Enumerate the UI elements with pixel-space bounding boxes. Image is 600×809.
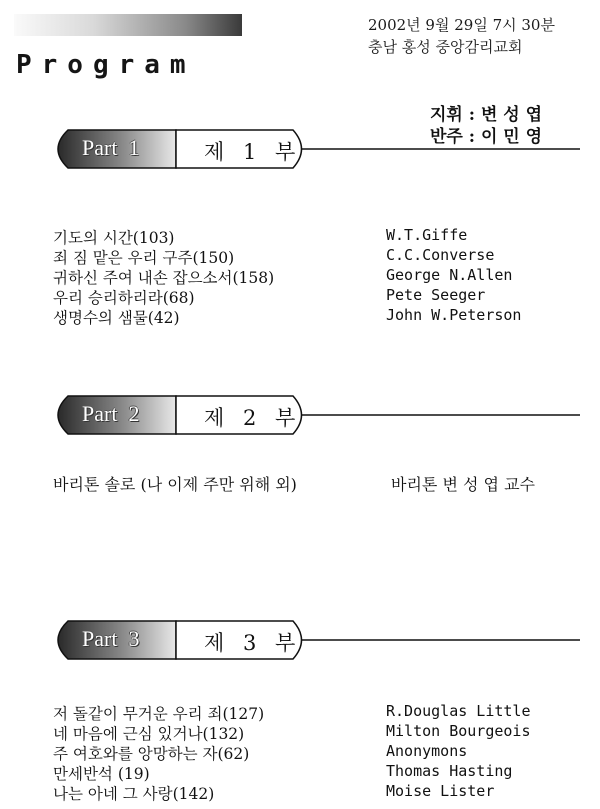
song-title: 저 돌같이 무거운 우리 죄(127) bbox=[53, 705, 265, 723]
header-gradient-bar bbox=[14, 14, 242, 36]
conductor-credit: 지휘 : 변 성 엽 bbox=[430, 105, 543, 125]
song-title: 죄 짐 맡은 우리 구주(150) bbox=[53, 249, 235, 267]
part-3-list bbox=[53, 702, 590, 802]
song-title: 우리 승리하리라(68) bbox=[53, 289, 195, 307]
part-1-label: Part 1 bbox=[82, 135, 140, 160]
song-title: 만세반석 (19) bbox=[53, 765, 150, 783]
list-item bbox=[53, 306, 590, 326]
part-3-header bbox=[48, 619, 580, 661]
song-title: 생명수의 샘물(42) bbox=[53, 309, 180, 327]
part-2-header bbox=[48, 394, 580, 436]
part-1-header bbox=[48, 128, 580, 170]
song-title: 나는 아네 그 사랑(142) bbox=[53, 785, 215, 803]
list-item bbox=[53, 246, 590, 266]
part-3-title: 제 3 부 bbox=[204, 631, 302, 655]
song-composer: Moise Lister bbox=[386, 782, 495, 800]
part-3-label: Part 3 bbox=[82, 626, 140, 651]
song-composer: W.T.Giffe bbox=[386, 226, 468, 244]
list-item bbox=[53, 722, 590, 742]
song-composer: R.Douglas Little bbox=[386, 702, 531, 720]
song-title: 귀하신 주여 내손 잡으소서(158) bbox=[53, 269, 275, 287]
event-info bbox=[368, 14, 555, 58]
song-composer: George N.Allen bbox=[386, 266, 513, 284]
song-composer: John W.Peterson bbox=[386, 306, 522, 324]
song-title: 주 여호와를 앙망하는 자(62) bbox=[53, 745, 250, 763]
accompanist-credit: 반주 : 이 민 영 bbox=[430, 127, 543, 147]
program-title: Program bbox=[16, 50, 196, 80]
list-item bbox=[53, 226, 590, 246]
song-title: 네 마음에 근심 있거나(132) bbox=[53, 725, 245, 743]
song-composer: Milton Bourgeois bbox=[386, 722, 531, 740]
list-item bbox=[53, 742, 590, 762]
solo-title: 바리톤 솔로 (나 이제 주만 위해 외) bbox=[53, 475, 297, 494]
solo-performer: 바리톤 변 성 엽 교수 bbox=[391, 475, 535, 494]
list-item bbox=[53, 762, 590, 782]
part-2-label: Part 2 bbox=[82, 401, 140, 426]
list-item bbox=[53, 702, 590, 722]
event-datetime: 2002년 9월 29일 7시 30분 bbox=[368, 16, 555, 34]
part-1-list bbox=[53, 226, 590, 326]
song-composer: Pete Seeger bbox=[386, 286, 486, 304]
list-item bbox=[53, 266, 590, 286]
part-1-title: 제 1 부 bbox=[204, 140, 302, 164]
song-title: 기도의 시간(103) bbox=[53, 229, 175, 247]
song-composer: Thomas Hasting bbox=[386, 762, 513, 780]
song-composer: Anonymons bbox=[386, 742, 468, 760]
event-venue: 충남 홍성 중앙감리교회 bbox=[368, 38, 523, 56]
list-item bbox=[53, 782, 590, 802]
part-2-title: 제 2 부 bbox=[204, 406, 302, 430]
list-item bbox=[53, 286, 590, 306]
song-composer: C.C.Converse bbox=[386, 246, 495, 264]
